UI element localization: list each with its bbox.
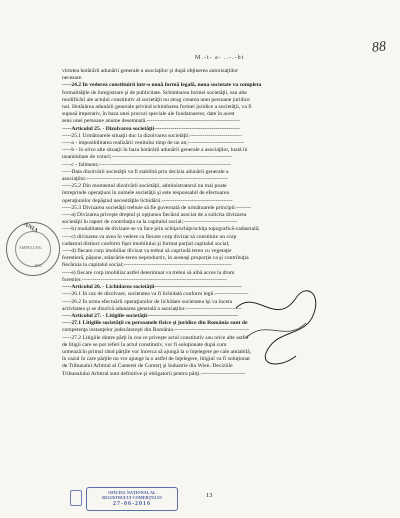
text-line: de litigii care se pot referi la actul constitutiv, vor fi soluţionate după cum [62,341,227,348]
text-line: -----b) modalitatea de divizare se va face prin schiţa/schiţe/schiţa topografică-cadastrală; [62,226,260,233]
text-line: -----26.1 În caz de dizolvare, societatea va fi lichidată conform legii.------------------ [62,291,249,298]
seal-middle-text: AMPULUNG [19,245,42,250]
text-line: forestier.------------------------------------------------------------------------------ [62,276,228,283]
text-line: -----27.2 Litigiile dintre părţi în cea ce priveşte actul constitutiv sau orice alte astfel [62,334,249,341]
text-line: competenţa instanţelor judecătoreşti din România.---------------------------------------- [62,327,249,334]
text-line: societăţii în raport de contribuţia sa la capitalul social;----------------------------- [62,219,238,226]
stamp-office-line1: OFICIUL NAŢIONAL AL [108,490,156,495]
text-line: întreprinde operaţiuni în numele societăţii şi este responsabil de efectuarea [62,190,229,197]
text-line: în cazul în care părţile nu vor ajunge la o astfel de înţelegere, litigiul va fi soluţionat [62,356,250,363]
text-line: -----a) Divizarea priveşte dreptul şi opţiunea fiecărui asociat de a solicita divizarea [62,212,247,219]
text-line: -----26.2 În urma efectuării operaţiunilor de lichidare societatea îşi va înceta [62,298,233,305]
text-line: -----d) fiecare corp imobiliar divizat va trebui să cuprindă teren cu vegetaţie [62,248,232,255]
handwritten-page-number: 88 [371,39,387,56]
text-line: supusă imperativ, în baza unei procuri speciale ale fondatoareor, date în acest [62,111,235,118]
page-number: 13 [206,492,213,499]
text-line: Tribunalului Arbitral sunt definitive şi obligatorii pentru părţi.------------------------ [62,370,246,377]
text-line: -----25.1 Următoarele situaţii duc la dizolvarea societăţii:---------------------------- [62,132,242,139]
text-line: -----Data dizolvării societăţii va fi stabilită prin decizia adunării generale a [62,168,229,175]
stamp-date: 27-06-2016 [113,501,151,507]
text-line: activitatea şi se dizolvă adunarea generală a asociaţilor.------------------------------ [62,305,242,312]
text-line: asociaţilor.---------------------------------------------------------------------------- [62,176,228,183]
stamp-office-line2: REGISTRULUI COMERŢULUI [102,495,162,500]
registry-stamp [86,487,178,511]
text-line: fiecăruia la capitalul social;---------------------------------------------------------- [62,262,232,269]
text-line: -----c - faliment;----------------------------------------------------------------------- [62,161,231,168]
registry-logo-icon [70,490,82,506]
text-line: -----e) fiecare corp imobiliar astfel determinat va trebui să aibă acces la drum [62,269,235,276]
text-line: -----c) divizarea va avea în vedere ca fiecare corp divizat să constituie un corp [62,233,237,240]
text-line: sens unei persoane anume desemnată.-------------------------------------------------- [62,118,240,125]
seal-bottom-text: SUC [35,263,43,268]
text-line: modificări ale actului constitutiv al societăţii nu atrag crearea unei persoane juridice [62,96,250,103]
article-heading: -----Articolul 26. - Lichidarea societăţii----------------------------------------------- [62,284,242,291]
text-line: -----a - imposibilitatea realizării venitului timp de un an;------------------------------ [62,140,244,147]
text-line: formalităţile de înregistrare şi de publicitate. Schimbarea formei societăţii, sau alte [62,89,247,96]
text-line: operaţiunilor depăşind necesităţile lichidării.-------------------------------------- [62,197,233,204]
handwritten-signature [226,268,336,378]
text-line: -----25.2 Din momentul dizolvării societăţii, administratorul nu mai poate [62,183,227,190]
text-line: -----25.3 Divizarea societăţii trebuie să fie guvernată de următoarele principii:-------- [62,204,252,211]
text-line: -----b - în orice alte situaţii în baza hotărârii adunării generale a asociaţilor, luată în [62,147,248,154]
text-line: virtutea hotărârii adunării generale a asociaţilor şi după obţinerea autorizaţiilor [62,68,238,74]
text-line: de Tribunalul Arbitral al Camerei de Comerţ şi Industrie din Wien. Deciziile [62,363,233,370]
article-heading: -----Articolul 25. - Dizolvarea societăţii---------------------------------------------- [62,125,240,132]
text-line: unanimitate de voturi;----------------------------------------------------------------- [62,154,233,161]
text-line: necesare. [62,75,83,82]
text-line: cadastral distinct conform fişei imobilului şi format parţial capitalul social; [62,240,230,247]
handwritten-mark: M.-t- a- ..-.-bt [195,55,245,61]
article-heading: -----Articolul 27. - Litigiile societăţii------------------------------------------------- [62,312,239,319]
text-line: urmează:în primul rând părţile vor încerca să ajungă la o înţelegere pe cale amiabilă, [62,348,252,355]
seal-top-text: ANIA [22,221,39,235]
text-line: -----27.1 Litigiile societăţii cu persoanele fizice şi juridice din România sunt de [62,320,248,327]
text-line: -----24.2 În vederea constituirii într-o nouă formă legală, noua societate va completa [62,82,262,89]
text-line: noi. Hotărârea adunării generale privind schimbarea formei juridice a societăţii, va fi [62,104,252,111]
notary-seal [6,222,60,276]
text-line: forestieră, păşune, stâncărie-teren neproductiv, în aceeaşi proporţie ca şi contribuţia [62,255,249,262]
